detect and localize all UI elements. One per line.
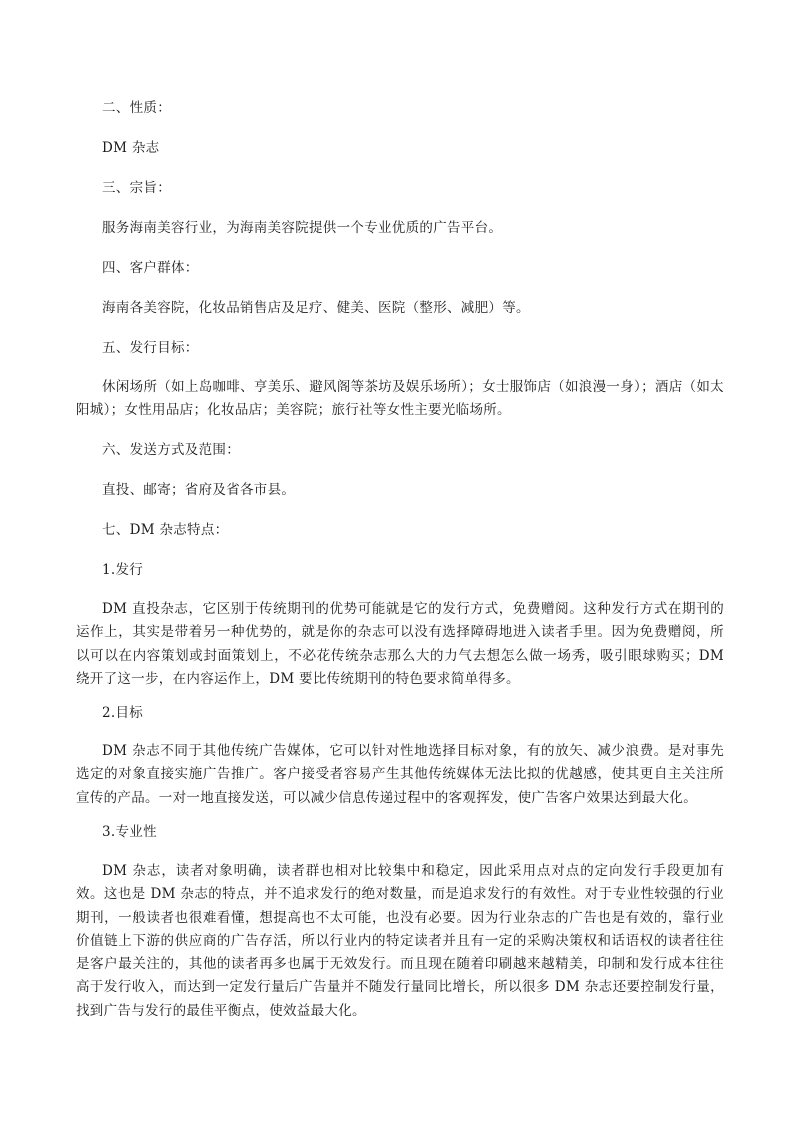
heading-feature-1: 1.发行 [102,562,144,578]
heading-features: 七、DM 杂志特点： [102,522,229,538]
heading-nature: 二、性质： [102,100,171,116]
body-clients: 海南各美容院，化妆品销售店及足疗、健美、医院（整形、减肥）等。 [102,300,530,316]
heading-purpose: 三、宗旨： [102,180,171,196]
heading-feature-2: 2.目标 [102,705,144,721]
body-nature: DM 杂志 [102,140,160,156]
body-feature-2: DM 杂志不同于其他传统广告媒体，它可以针对性地选择目标对象，有的放矢、减少浪费。是对事先选定的对象直接实施广告推广。客户接受者容易产生其他传统媒体无法比拟的优越感，使其更自主关注所宣传的产品。一对一地直接发送，可以减少信息传递过程中的客观挥发，使广告客户效果达到最大化。 [76,743,724,806]
heading-feature-3: 3.专业性 [102,824,157,840]
heading-delivery: 六、发送方式及范围： [102,442,240,458]
body-target: 休闲场所（如上岛咖啡、亨美乐、避风阁等茶坊及娱乐场所）；女士服饰店（如浪漫一身）；酒店（如太阳城）；女性用品店；化妆品店；美容院；旅行社等女性主要光临场所。 [76,379,724,419]
body-feature-1: DM 直投杂志，它区别于传统期刊的优势可能就是它的发行方式，免费赠阅。这种发行方式在期刊的运作上，其实是带着另一种优势的，就是你的杂志可以没有选择障碍地进入读者手里。因为免费赠阅，所以可以在内容策划或封面策划上，不必花传统杂志那么大的力气去想怎么做一场秀，吸引眼球购买；DM 绕开了这一步，在内容运作上，DM 要比传统期刊的特色要求简单得多。 [76,601,724,687]
body-feature-3: DM 杂志，读者对象明确，读者群也相对比较集中和稳定，因此采用点对点的定向发行手段更加有效。这也是 DM 杂志的特点，并不追求发行的绝对数量，而是追求发行的有效性。对于专业性较强的行业期刊，一般读者也很难看懂，想提高也不太可能，也没有必要。因为行业杂志的广告也是有效的，靠行业价值链上下游的供应商的广告存活，所以行业内的特定读者并且有一定的采购决策权和话语权的读者往往是客户最关注的，其他的读者再多也属于无效发行。而且现在随着印刷越来越精美，印制和发行成本往往高于发行收入，而达到一定发行量后广告量并不随发行量同比增长，所以很多 DM 杂志还要控制发行量，找到广告与发行的最佳平衡点，使效益最大化。 [76,863,724,1019]
heading-clients: 四、客户群体： [102,260,199,276]
body-purpose: 服务海南美容行业，为海南美容院提供一个专业优质的广告平台。 [102,220,503,236]
heading-target: 五、发行目标： [102,340,199,356]
body-delivery: 直投、邮寄；省府及省各市县。 [102,482,296,498]
